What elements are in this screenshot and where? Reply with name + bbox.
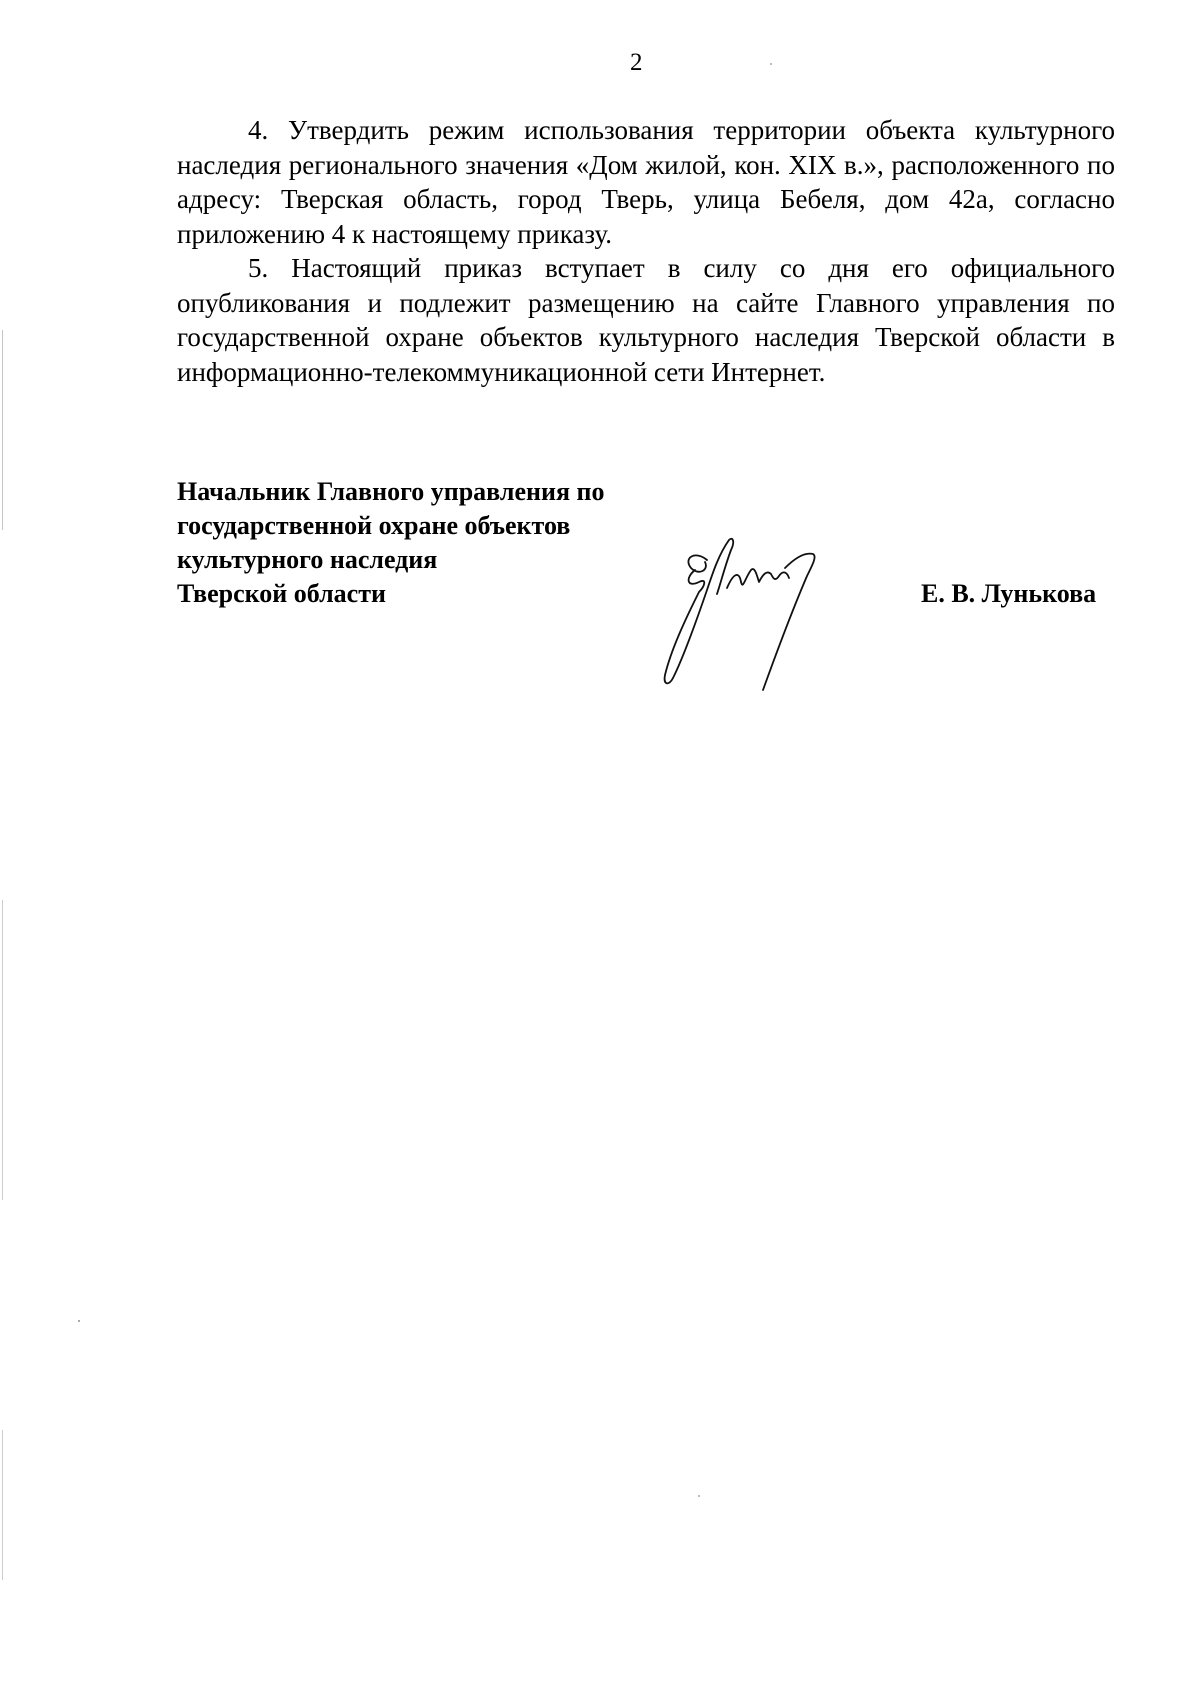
scan-artifact — [770, 63, 772, 65]
signer-title-line: культурного наследия — [177, 545, 438, 574]
scan-artifact — [78, 1320, 80, 1322]
paragraph-4: 4. Утвердить режим использования территории объекта культурного наследия регионального значения «Дом жилой, кон. XIX в.», расположенного по адресу: Тверская область, город Тверь, улица Бебеля, дом 42а, согласно приложению 4 к настоящему приказу. — [177, 115, 1115, 249]
body-text — [177, 113, 1115, 389]
signer-title-line: государственной охране объектов — [177, 511, 571, 540]
signer-title-line: Начальник Главного управления по — [177, 477, 605, 506]
signer-name: Е. В. Лунькова — [921, 579, 1097, 608]
scan-artifact — [2, 1430, 3, 1580]
paragraph-5: 5. Настоящий приказ вступает в силу со дня его официального опубликования и подлежит размещению на сайте Главного управления по государственной охране объектов культурного наследия Тверской области в информационно-телекоммуникационной сети Интернет. — [177, 253, 1115, 387]
scan-artifact — [698, 1495, 700, 1497]
signer-title-line: Тверской области — [177, 579, 386, 608]
signature-icon — [655, 530, 875, 700]
scan-artifact — [2, 330, 3, 530]
scan-artifact — [2, 900, 3, 1200]
page-number: 2 — [630, 49, 643, 76]
signer-title — [177, 475, 697, 611]
